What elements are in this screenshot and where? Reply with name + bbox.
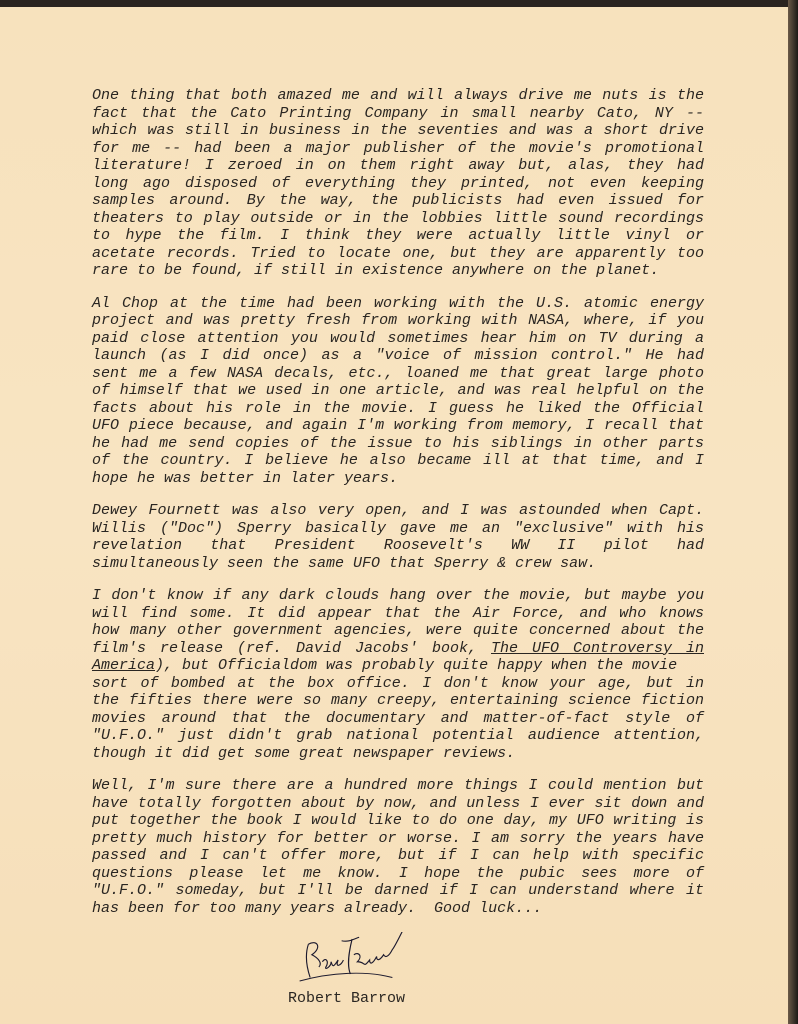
text-line: samples around. By the way, the publicists had even issued for bbox=[92, 192, 704, 209]
text-line: though it did get some great newspaper reviews. bbox=[92, 744, 516, 762]
paragraph bbox=[92, 777, 704, 917]
text-line: will find some. It did appear that the Air Force, and who knows bbox=[92, 604, 704, 622]
text-line: theaters to play outside or in the lobbies little sound recordings bbox=[92, 209, 704, 227]
text-line: hope he was better in later years. bbox=[92, 469, 399, 487]
text-line: movies around that the documentary and matter-of-fact style of bbox=[92, 709, 704, 727]
letter-column bbox=[92, 87, 704, 1008]
text-line: sort of bombed at the box office. I don't know your age, but in bbox=[92, 674, 704, 692]
text-line: sent me a few NASA decals, etc., loaned me that great large photo bbox=[92, 364, 704, 382]
text-line: fact that the Cato Printing Company in small nearby Cato, NY -- bbox=[92, 104, 704, 122]
text-line: he had me send copies of the issue to his siblings in other parts bbox=[92, 434, 704, 452]
scan-edge bbox=[788, 0, 798, 1024]
text-line: literature! I zeroed in on them right away but, alas, they had bbox=[92, 157, 704, 174]
text-line: for me -- had been a major publisher of the movie's promotional bbox=[92, 139, 704, 157]
text-line: the fifties there were so many creepy, entertaining science fiction bbox=[92, 692, 704, 709]
text-line: simultaneously seen the same UFO that Sperry & crew saw. bbox=[92, 554, 597, 572]
text-segment: ), but Officialdom was probably quite happy when the movie bbox=[155, 657, 678, 674]
handwritten-signature bbox=[288, 932, 418, 988]
text-line: I don't know if any dark clouds hang over the movie, but maybe you bbox=[92, 587, 704, 604]
text-line: One thing that both amazed me and will always drive me nuts is the bbox=[92, 87, 704, 104]
text-line: long ago disposed of everything they printed, not even keeping bbox=[92, 174, 704, 192]
text-line: which was still in business in the seventies and was a short drive bbox=[92, 122, 704, 139]
text-line: Al Chop at the time had been working with the U.S. atomic energy bbox=[92, 294, 704, 312]
book-title: America bbox=[92, 657, 156, 674]
text-line: to hype the film. I think they were actually little vinyl or bbox=[92, 227, 704, 244]
text-line: passed and I can't offer more, but if I can help with specific bbox=[92, 847, 704, 864]
signer-name: Robert Barrow bbox=[288, 990, 406, 1007]
paragraph bbox=[92, 587, 704, 762]
text-line: of himself that we used in one article, and was real helpful on the bbox=[92, 382, 704, 399]
text-line bbox=[92, 640, 704, 658]
text-line: project and was pretty fresh from working with NASA, where, if you bbox=[92, 312, 704, 329]
signature-block bbox=[288, 932, 488, 1008]
text-line: launch (as I did once) as a "voice of mission control." He had bbox=[92, 347, 704, 364]
text-line: UFO piece because, and again I'm working from memory, I recall that bbox=[92, 417, 704, 434]
text-line: Willis ("Doc") Sperry basically gave me an "exclusive" with his bbox=[92, 519, 704, 537]
text-line: acetate records. Tried to locate one, but they are apparently too bbox=[92, 244, 704, 262]
text-line: facts about his role in the movie. I guess he liked the Official bbox=[92, 399, 704, 417]
paragraph bbox=[92, 502, 704, 572]
text-line bbox=[92, 657, 704, 675]
text-line: of the country. I believe he also became ill at that time, and I bbox=[92, 452, 704, 469]
text-line: how many other government agencies, were quite concerned about the bbox=[92, 622, 704, 639]
text-line: rare to be found, if still in existence anywhere on the planet. bbox=[92, 262, 660, 279]
letter-body bbox=[92, 87, 704, 917]
text-line: Dewey Fournett was also very open, and I was astounded when Capt. bbox=[92, 502, 704, 519]
text-line: pretty much history for better or worse. I am sorry the years have bbox=[92, 829, 704, 847]
text-line: has been for too many years already. Good luck... bbox=[92, 899, 543, 917]
text-line: questions please let me know. I hope the pubic sees more of bbox=[92, 864, 704, 882]
text-line: "U.F.O." just didn't grab national potential audience attention, bbox=[92, 727, 704, 744]
letter-page bbox=[0, 7, 788, 1024]
text-line: have totally forgotten about by now, and unless I ever sit down and bbox=[92, 794, 704, 812]
paragraph bbox=[92, 295, 704, 488]
text-segment: film's release (ref. David Jacobs' book, bbox=[92, 639, 491, 657]
paragraph bbox=[92, 87, 704, 280]
text-line: "U.F.O." someday, but I'll be darned if I can understand where it bbox=[92, 882, 704, 899]
text-line: revelation that President Roosevelt's WW II pilot had bbox=[92, 537, 704, 554]
book-title: The UFO Controversy in bbox=[491, 639, 704, 657]
text-line: Well, I'm sure there are a hundred more things I could mention but bbox=[92, 777, 704, 794]
text-line: put together the book I would like to do one day, my UFO writing is bbox=[92, 812, 704, 829]
text-line: paid close attention you would sometimes hear him on TV during a bbox=[92, 329, 704, 347]
